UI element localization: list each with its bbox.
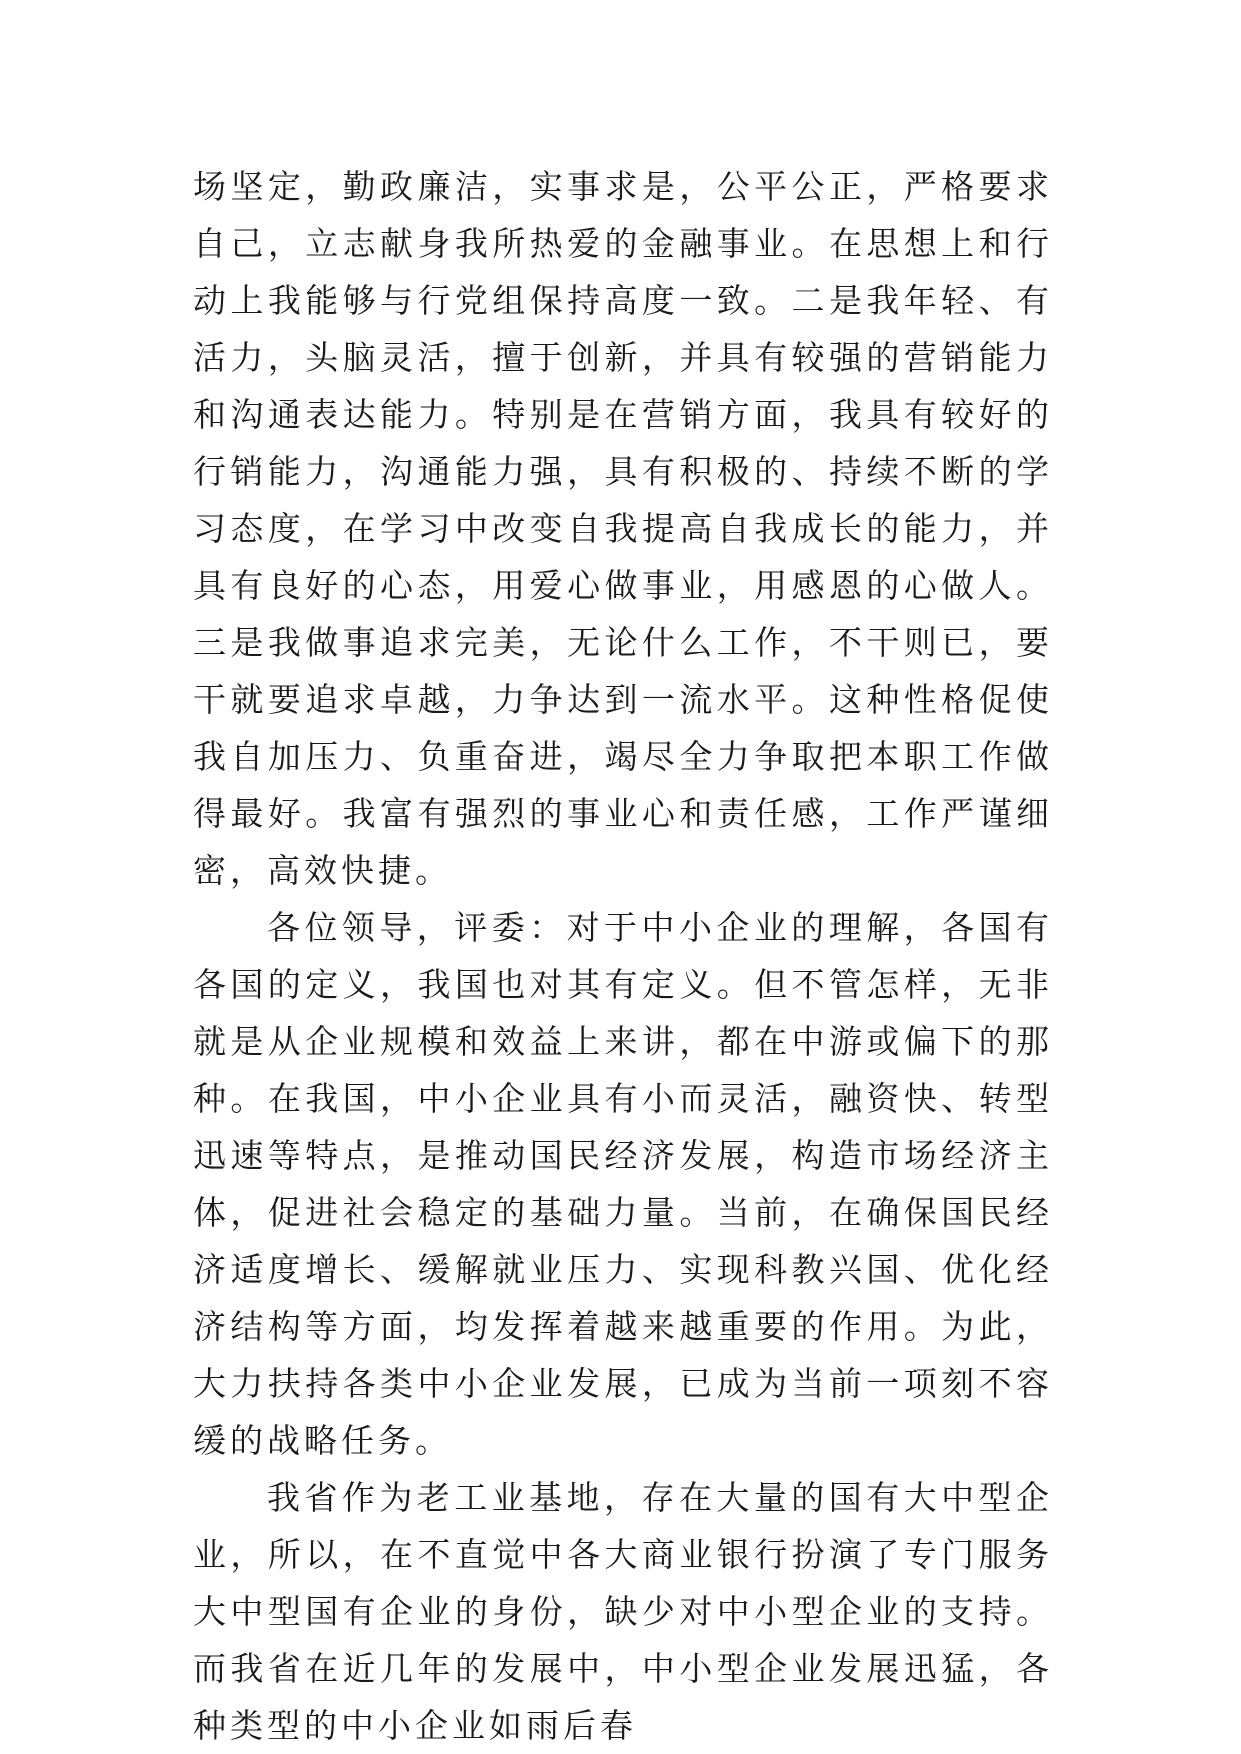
paragraph-sme-definition: 各位领导，评委：对于中小企业的理解，各国有各国的定义，我国也对其有定义。但不管怎样，无非就是从企业规模和效益上来讲，都在中游或偏下的那种。在我国，中小企业具有小而灵活，融资快、转型迅速等特点，是推动国民经济发展，构造市场经济主体，促进社会稳定的基础力量。当前，在确保国民经济适度增长、缓解就业压力、实现科教兴国、优化经济结构等方面，均发挥着越来越重要的作用。为此，大力扶持各类中小企业发展，已成为当前一项刻不容缓的战略任务。 [193, 908, 1053, 1460]
paragraph-province-industry: 我省作为老工业基地，存在大量的国有大中型企业，所以，在不直觉中各大商业银行扮演了专门服务大中型国有企业的身份，缺少对中小型企业的支持。而我省在近几年的发展中，中小型企业发展迅猛，各种类型的中小企业如雨后春 [193, 1478, 1053, 1745]
document-page [193, 158, 1053, 1754]
paragraph-continued: 场坚定，勤政廉洁，实事求是，公平公正，严格要求自己，立志献身我所热爱的金融事业。在思想上和行动上我能够与行党组保持高度一致。二是我年轻、有活力，头脑灵活，擅于创新，并具有较强的营销能力和沟通表达能力。特别是在营销方面，我具有较好的行销能力，沟通能力强，具有积极的、持续不断的学习态度，在学习中改变自我提高自我成长的能力，并具有良好的心态，用爱心做事业，用感恩的心做人。三是我做事追求完美，无论什么工作，不干则已，要干就要追求卓越，力争达到一流水平。这种性格促使我自加压力、负重奋进，竭尽全力争取把本职工作做得最好。我富有强烈的事业心和责任感，工作严谨细密，高效快捷。 [193, 167, 1053, 890]
